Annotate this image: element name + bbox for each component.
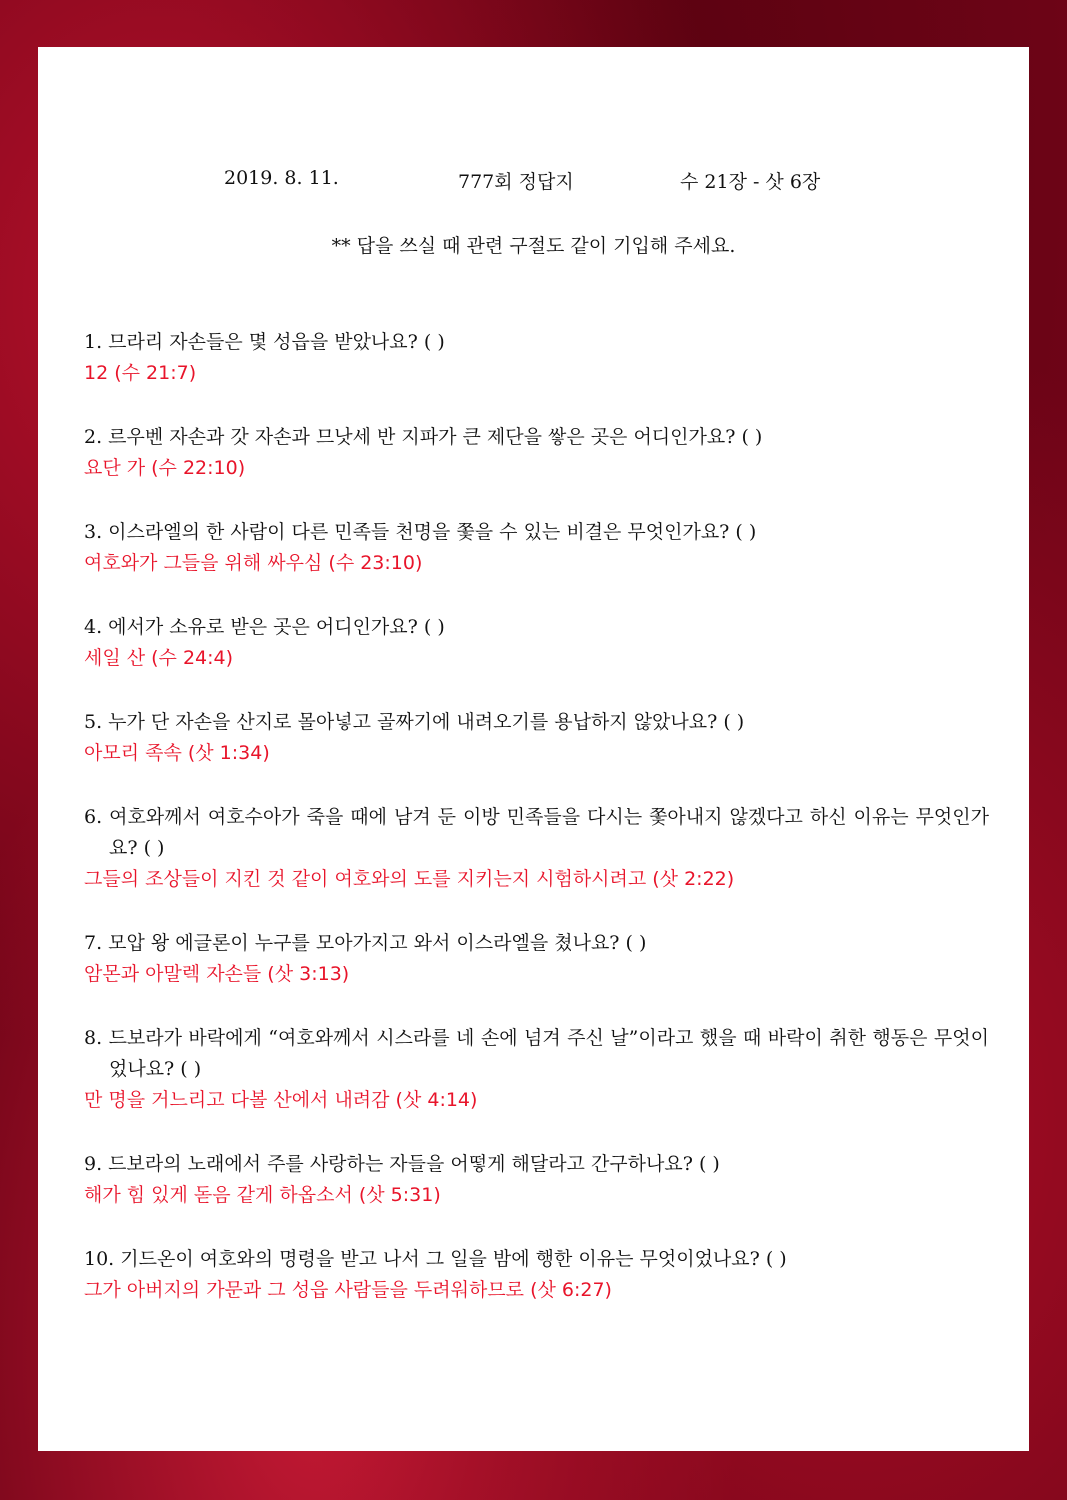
question-list [84, 327, 989, 1339]
answer-sheet-page [38, 47, 1029, 1451]
question-item [84, 1149, 989, 1211]
question-text: 8. 드보라가 바락에게 “여호와께서 시스라를 네 손에 넘겨 주신 날”이라고 했을 때 바락이 취한 행동은 무엇이었나요? ( ) [84, 1027, 989, 1080]
question-text: 7. 모압 왕 에글론이 누구를 모아가지고 와서 이스라엘을 쳤나요? ( ) [84, 932, 647, 954]
answer-text: 그들의 조상들이 지킨 것 같이 여호와의 도를 지키는지 시험하시려고 (삿 2:22) [84, 868, 735, 890]
question-text: 5. 누가 단 자손을 산지로 몰아넣고 골짜기에 내려오기를 용납하지 않았나요? ( ) [84, 711, 745, 733]
question-text: 6. 여호와께서 여호수아가 죽을 때에 남겨 둔 이방 민족들을 다시는 쫓아내지 않겠다고 하신 이유는 무엇인가요? ( ) [84, 806, 989, 859]
answer-text: 그가 아버지의 가문과 그 성읍 사람들을 두려워하므로 (삿 6:27) [84, 1279, 612, 1301]
question-text: 9. 드보라의 노래에서 주를 사랑하는 자들을 어떻게 해달라고 간구하나요? ( ) [84, 1153, 720, 1175]
question-text: 1. 므라리 자손들은 몇 성읍을 받았나요? ( ) [84, 331, 445, 353]
question-item [84, 327, 989, 389]
question-item [84, 422, 989, 484]
question-item [84, 517, 989, 579]
question-item [84, 612, 989, 674]
instruction-notice: ** 답을 쓰실 때 관련 구절도 같이 기입해 주세요. [331, 235, 736, 257]
question-text: 4. 에서가 소유로 받은 곳은 어디인가요? ( ) [84, 616, 445, 638]
answer-text: 여호와가 그들을 위해 싸우심 (수 23:10) [84, 552, 423, 574]
question-text: 2. 르우벤 자손과 갓 자손과 므낫세 반 지파가 큰 제단을 쌓은 곳은 어디인가요? ( ) [84, 426, 763, 448]
answer-text: 만 명을 거느리고 다볼 산에서 내려감 (삿 4:14) [84, 1089, 478, 1111]
question-text: 10. 기드온이 여호와의 명령을 받고 나서 그 일을 밤에 행한 이유는 무엇이었나요? ( ) [84, 1248, 787, 1270]
answer-text: 요단 가 (수 22:10) [84, 457, 246, 479]
header [38, 167, 1029, 195]
header-date: 2019. 8. 11. [224, 167, 339, 189]
answer-text: 아모리 족속 (삿 1:34) [84, 742, 270, 764]
header-title: 777회 정답지 [458, 171, 574, 193]
question-item [84, 802, 989, 895]
answer-text: 12 (수 21:7) [84, 362, 197, 384]
question-text: 3. 이스라엘의 한 사람이 다른 민족들 천명을 쫓을 수 있는 비결은 무엇인가요? ( ) [84, 521, 757, 543]
question-item [84, 1244, 989, 1306]
header-chapter-range: 수 21장 - 삿 6장 [680, 171, 821, 193]
question-item [84, 707, 989, 769]
question-item [84, 928, 989, 990]
answer-text: 세일 산 (수 24:4) [84, 647, 234, 669]
answer-text: 암몬과 아말렉 자손들 (삿 3:13) [84, 963, 350, 985]
question-item [84, 1023, 989, 1116]
answer-text: 해가 힘 있게 돋음 같게 하옵소서 (삿 5:31) [84, 1184, 441, 1206]
